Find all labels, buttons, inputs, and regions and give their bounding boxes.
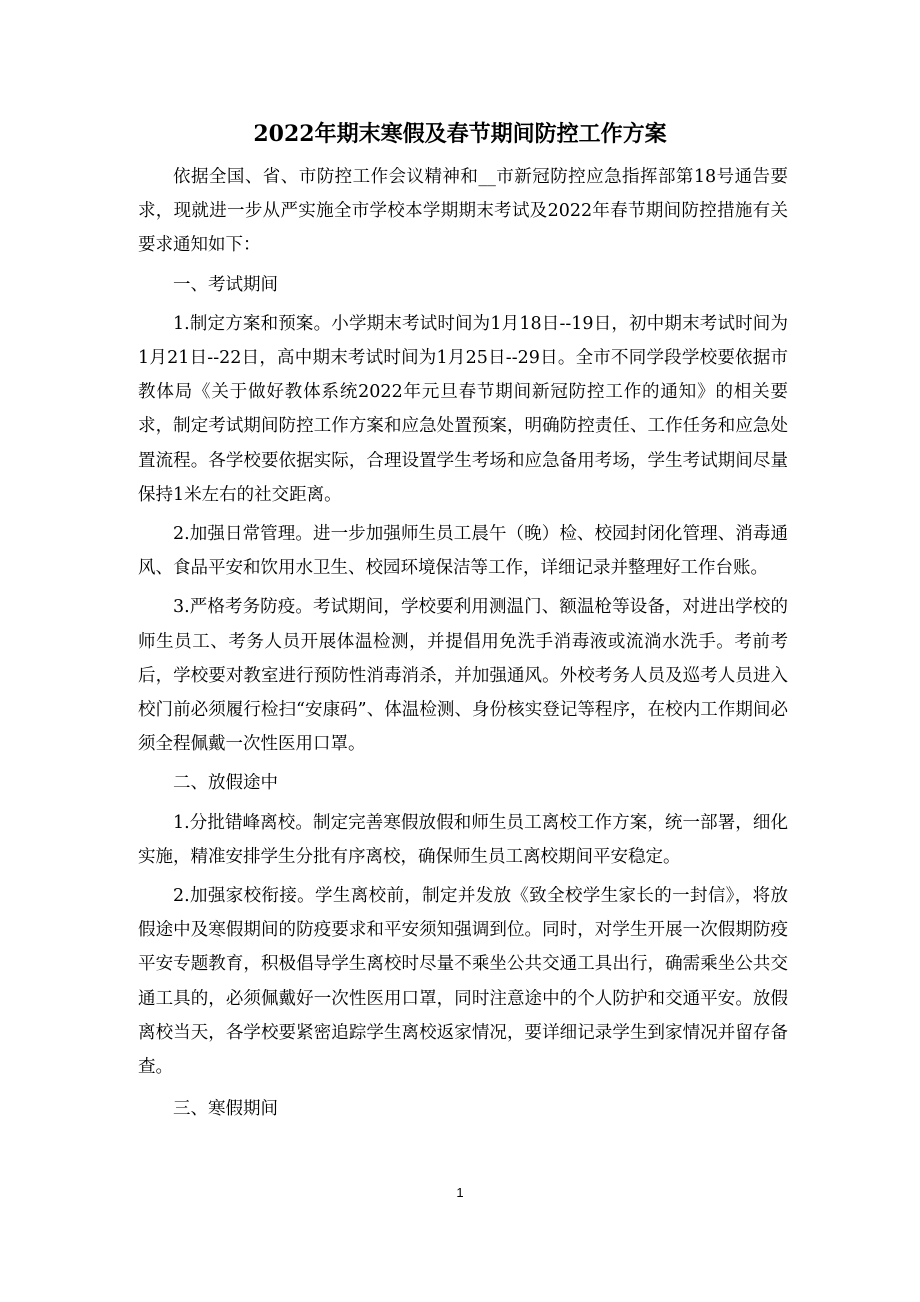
document-title: 2022年期末寒假及春节期间防控工作方案 xyxy=(253,121,667,147)
section-heading-winter-vacation: 三、寒假期间 xyxy=(173,1099,278,1120)
intro-paragraph: 依据全国、省、市防控工作会议精神和__市新冠防控应急指挥部第18号通告要求，现就进一步从严实施全市学校本学期期末考试及2022年春节期间防控措施有关要求通知如下： xyxy=(138,167,788,256)
paragraph-home-school-connection: 2.加强家校衔接。学生离校前，制定并发放《致全校学生家长的一封信》，将放假途中及寒假期间的防疫要求和平安须知强调到位。同时，对学生开展一次假期防疫平安专题教育，积极倡导学生离校时尽量不乘坐公共交通工具出行，确需乘坐公共交通工具的，必须佩戴好一次性医用口罩，同时注意途中的个人防护和交通平安。放假离校当天，各学校要紧密追踪学生离校返家情况，要详细记录学生到家情况并留存备查。 xyxy=(138,886,788,1078)
paragraph-exam-epidemic-prevention: 3.严格考务防疫。考试期间，学校要利用测温门、额温枪等设备，对进出学校的师生员工、考务人员开展体温检测，并提倡用免洗手消毒液或流淌水洗手。考前考后，学校要对教室进行预防性消毒消杀，并加强通风。外校考务人员及巡考人员进入校门前必须履行检扫“安康码”、体温检测、身份核实登记等程序，在校内工作期间必须全程佩戴一次性医用口罩。 xyxy=(138,597,788,755)
section-heading-holiday-travel: 二、放假途中 xyxy=(173,773,278,794)
paragraph-exam-plan: 1.制定方案和预案。小学期末考试时间为1月18日--19日，初中期末考试时间为1月21日--22日，高中期末考试时间为1月25日--29日。全市不同学段学校要依据市教体局《关于做好教体系统2022年元旦春节期间新冠防控工作的通知》的相关要求，制定考试期间防控工作方案和应急处置预案，明确防控责任、工作任务和应急处置流程。各学校要依据实际，合理设置学生考场和应急备用考场，学生考试期间尽量保持1米左右的社交距离。 xyxy=(138,313,788,505)
document-body xyxy=(138,160,788,1126)
paragraph-staggered-leaving: 1.分批错峰离校。制定完善寒假放假和师生员工离校工作方案，统一部署，细化实施，精准安排学生分批有序离校，确保师生员工离校期间平安稳定。 xyxy=(138,812,788,867)
paragraph-daily-management: 2.加强日常管理。进一步加强师生员工晨午（晚）检、校园封闭化管理、消毒通风、食品平安和饮用水卫生、校园环境保洁等工作，详细记录并整理好工作台账。 xyxy=(138,524,788,579)
section-heading-exam-period: 一、考试期间 xyxy=(173,274,278,295)
page-number: 1 xyxy=(456,1185,464,1200)
